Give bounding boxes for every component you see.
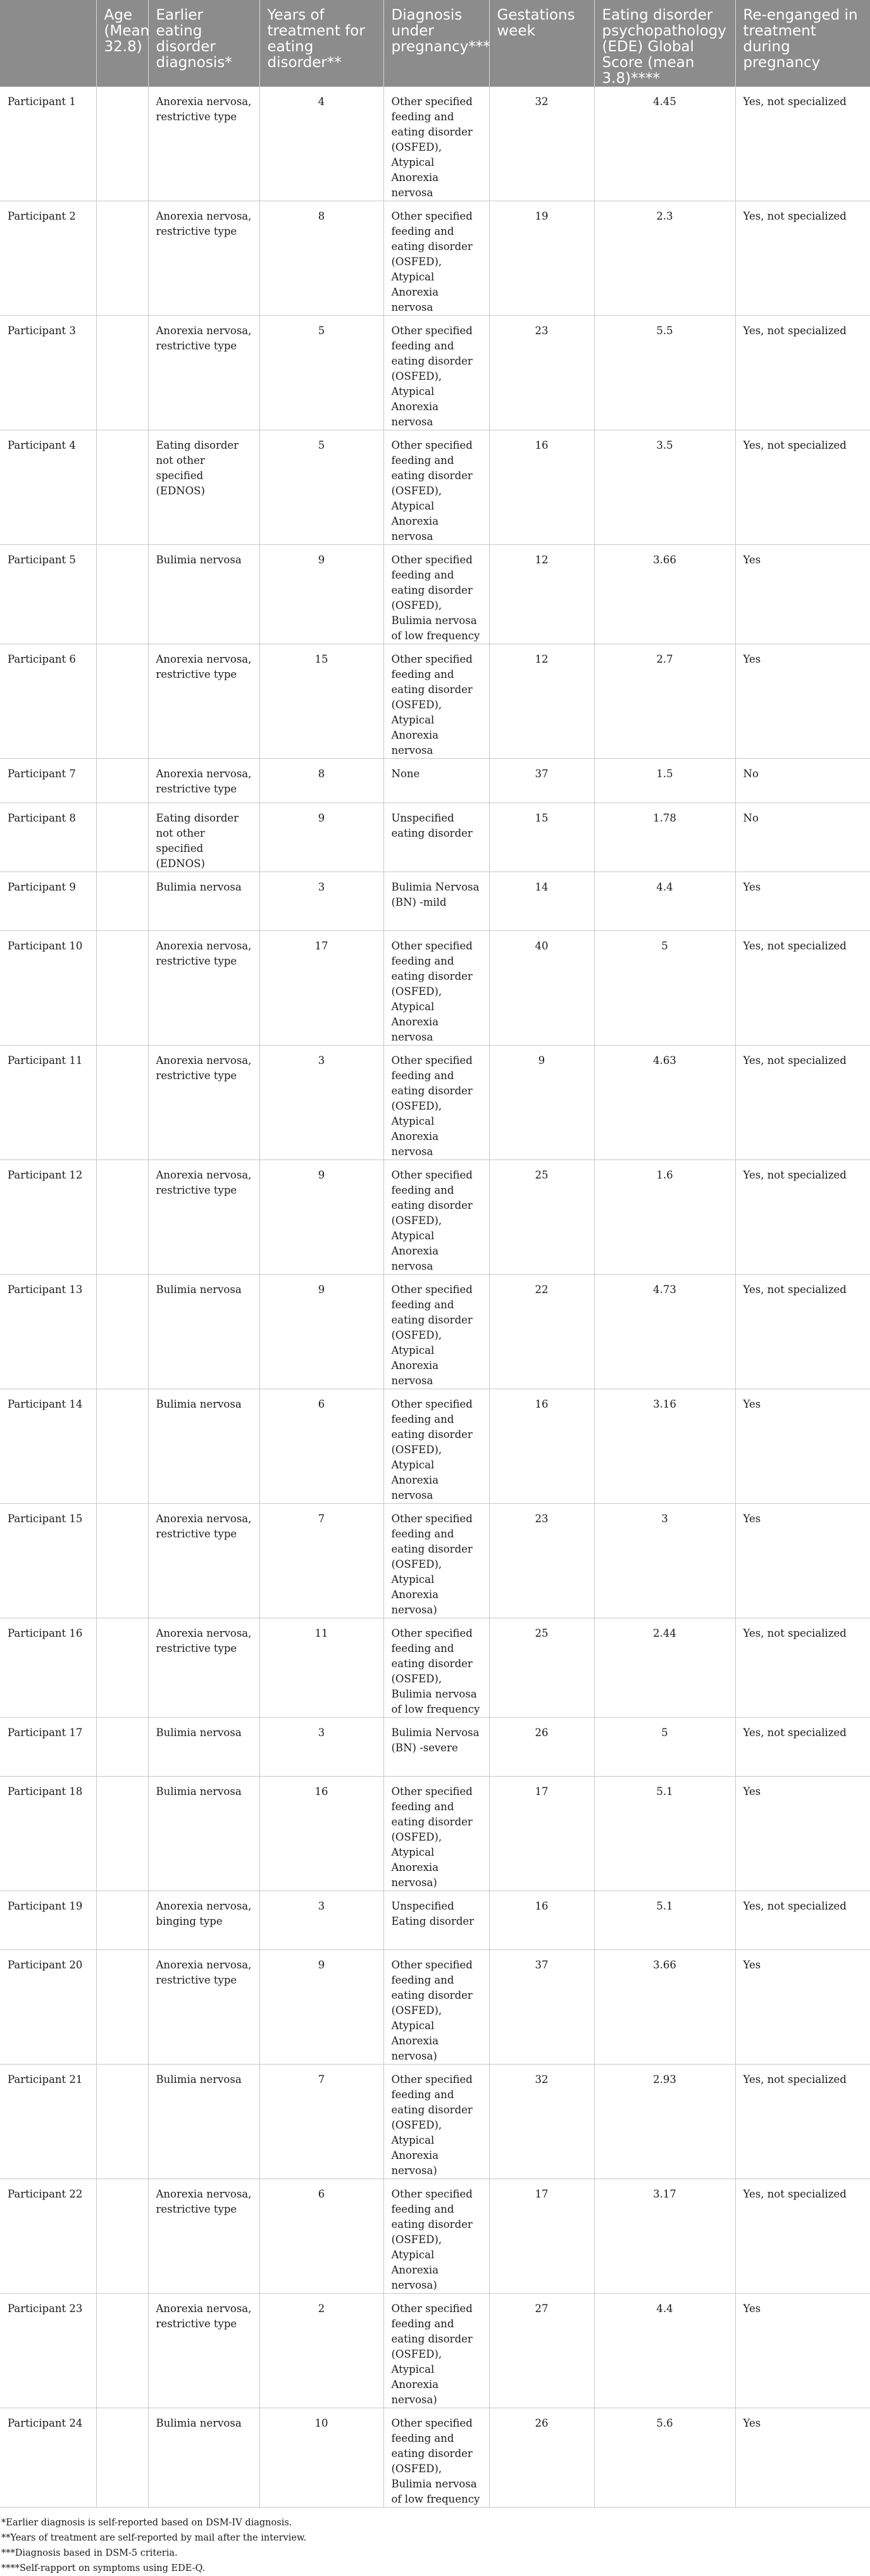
gestation-week-cell: 9 [489, 1046, 594, 1160]
table-row [0, 2408, 870, 2508]
gestation-week-cell: 14 [489, 872, 594, 931]
earlier-diagnosis-cell: Anorexia nervosa, restrictive type [148, 87, 259, 201]
ede-score-cell: 1.78 [594, 803, 735, 872]
reengaged-cell: Yes [735, 1389, 870, 1504]
header-gestation-week: Gestations week [489, 0, 594, 87]
reengaged-cell: Yes, not specialized [735, 1046, 870, 1160]
diagnosis-pregnancy-cell: Other specified feeding and eating disorder (OSFED), Bulimia nervosa of low frequency [383, 2408, 489, 2508]
participant-cell: Participant 16 [0, 1618, 96, 1718]
diagnosis-pregnancy-cell: Other specified feeding and eating disorder (OSFED), Atypical Anorexia nervosa) [383, 1950, 489, 2065]
participant-cell: Participant 13 [0, 1275, 96, 1389]
diagnosis-pregnancy-cell: Other specified feeding and eating disorder (OSFED), Atypical Anorexia nervosa) [383, 1777, 489, 1891]
reengaged-cell: Yes, not specialized [735, 1718, 870, 1777]
age-cell [96, 1718, 148, 1777]
gestation-week-cell: 32 [489, 2065, 594, 2179]
earlier-diagnosis-cell: Bulimia nervosa [148, 2408, 259, 2508]
years-treatment-cell: 8 [259, 759, 383, 803]
ede-score-cell: 5.6 [594, 2408, 735, 2508]
ede-score-cell: 1.5 [594, 759, 735, 803]
reengaged-cell: Yes [735, 2408, 870, 2508]
reengaged-cell: Yes, not specialized [735, 316, 870, 430]
gestation-week-cell: 22 [489, 1275, 594, 1389]
age-cell [96, 759, 148, 803]
earlier-diagnosis-cell: Anorexia nervosa, restrictive type [148, 1046, 259, 1160]
ede-score-cell: 4.4 [594, 872, 735, 931]
table-row [0, 201, 870, 316]
table-row [0, 1618, 870, 1718]
age-cell [96, 872, 148, 931]
gestation-week-cell: 15 [489, 803, 594, 872]
diagnosis-pregnancy-cell: Unspecified Eating disorder [383, 1891, 489, 1950]
age-cell [96, 316, 148, 430]
diagnosis-pregnancy-cell: Bulimia Nervosa (BN) -mild [383, 872, 489, 931]
years-treatment-cell: 10 [259, 2408, 383, 2508]
gestation-week-cell: 17 [489, 1777, 594, 1891]
age-cell [96, 2065, 148, 2179]
diagnosis-pregnancy-cell: Other specified feeding and eating disorder (OSFED), Atypical Anorexia nervosa) [383, 2065, 489, 2179]
participant-cell: Participant 2 [0, 201, 96, 316]
gestation-week-cell: 16 [489, 1389, 594, 1504]
ede-score-cell: 2.3 [594, 201, 735, 316]
age-cell [96, 1891, 148, 1950]
years-treatment-cell: 11 [259, 1618, 383, 1718]
ede-score-cell: 3 [594, 1504, 735, 1618]
ede-score-cell: 3.66 [594, 545, 735, 644]
years-treatment-cell: 9 [259, 545, 383, 644]
gestation-week-cell: 17 [489, 2179, 594, 2294]
earlier-diagnosis-cell: Anorexia nervosa, restrictive type [148, 2294, 259, 2408]
participant-cell: Participant 23 [0, 2294, 96, 2408]
participant-cell: Participant 1 [0, 87, 96, 201]
participant-cell: Participant 17 [0, 1718, 96, 1777]
diagnosis-pregnancy-cell: None [383, 759, 489, 803]
diagnosis-pregnancy-cell: Other specified feeding and eating disorder (OSFED), Atypical Anorexia nervosa [383, 316, 489, 430]
reengaged-cell: Yes, not specialized [735, 2179, 870, 2294]
table-row [0, 2294, 870, 2408]
table-body [0, 87, 870, 2508]
ede-score-cell: 1.6 [594, 1160, 735, 1275]
gestation-week-cell: 40 [489, 931, 594, 1046]
earlier-diagnosis-cell: Eating disorder not other specified (EDNOS) [148, 803, 259, 872]
earlier-diagnosis-cell: Anorexia nervosa, restrictive type [148, 316, 259, 430]
footnote-1: *Earlier diagnosis is self-reported based on DSM-IV diagnosis. [1, 2518, 292, 2528]
participant-cell: Participant 24 [0, 2408, 96, 2508]
gestation-week-cell: 37 [489, 1950, 594, 2065]
years-treatment-cell: 9 [259, 1160, 383, 1275]
diagnosis-pregnancy-cell: Other specified feeding and eating disorder (OSFED), Atypical Anorexia nervosa [383, 201, 489, 316]
participant-cell: Participant 4 [0, 430, 96, 545]
years-treatment-cell: 4 [259, 87, 383, 201]
participant-cell: Participant 14 [0, 1389, 96, 1504]
table-row [0, 1389, 870, 1504]
age-cell [96, 87, 148, 201]
table-row [0, 759, 870, 803]
reengaged-cell: Yes, not specialized [735, 931, 870, 1046]
ede-score-cell: 3.66 [594, 1950, 735, 2065]
age-cell [96, 2179, 148, 2294]
years-treatment-cell: 15 [259, 644, 383, 759]
participant-cell: Participant 9 [0, 872, 96, 931]
earlier-diagnosis-cell: Bulimia nervosa [148, 545, 259, 644]
years-treatment-cell: 7 [259, 2065, 383, 2179]
reengaged-cell: Yes [735, 545, 870, 644]
diagnosis-pregnancy-cell: Bulimia Nervosa (BN) -severe [383, 1718, 489, 1777]
reengaged-cell: Yes [735, 1950, 870, 2065]
diagnosis-pregnancy-cell: Other specified feeding and eating disorder (OSFED), Atypical Anorexia nervosa [383, 1389, 489, 1504]
earlier-diagnosis-cell: Bulimia nervosa [148, 1275, 259, 1389]
table-row [0, 1275, 870, 1389]
participant-cell: Participant 22 [0, 2179, 96, 2294]
gestation-week-cell: 12 [489, 545, 594, 644]
age-cell [96, 644, 148, 759]
years-treatment-cell: 5 [259, 430, 383, 545]
reengaged-cell: Yes [735, 1777, 870, 1891]
participant-cell: Participant 5 [0, 545, 96, 644]
gestation-week-cell: 27 [489, 2294, 594, 2408]
gestation-week-cell: 23 [489, 1504, 594, 1618]
earlier-diagnosis-cell: Eating disorder not other specified (EDNOS) [148, 430, 259, 545]
ede-score-cell: 3.5 [594, 430, 735, 545]
table-row [0, 87, 870, 201]
diagnosis-pregnancy-cell: Unspecified eating disorder [383, 803, 489, 872]
diagnosis-pregnancy-cell: Other specified feeding and eating disorder (OSFED), Atypical Anorexia nervosa [383, 1160, 489, 1275]
participant-cell: Participant 3 [0, 316, 96, 430]
earlier-diagnosis-cell: Bulimia nervosa [148, 1718, 259, 1777]
diagnosis-pregnancy-cell: Other specified feeding and eating disorder (OSFED), Atypical Anorexia nervosa [383, 644, 489, 759]
years-treatment-cell: 6 [259, 1389, 383, 1504]
gestation-week-cell: 26 [489, 1718, 594, 1777]
ede-score-cell: 5 [594, 1718, 735, 1777]
years-treatment-cell: 3 [259, 1718, 383, 1777]
earlier-diagnosis-cell: Bulimia nervosa [148, 872, 259, 931]
age-cell [96, 201, 148, 316]
reengaged-cell: Yes, not specialized [735, 201, 870, 316]
reengaged-cell: Yes [735, 872, 870, 931]
reengaged-cell: Yes, not specialized [735, 1160, 870, 1275]
years-treatment-cell: 5 [259, 316, 383, 430]
earlier-diagnosis-cell: Anorexia nervosa, restrictive type [148, 1618, 259, 1718]
earlier-diagnosis-cell: Anorexia nervosa, restrictive type [148, 1160, 259, 1275]
participant-cell: Participant 21 [0, 2065, 96, 2179]
ede-score-cell: 4.73 [594, 1275, 735, 1389]
diagnosis-pregnancy-cell: Other specified feeding and eating disorder (OSFED), Atypical Anorexia nervosa [383, 430, 489, 545]
footnote-2: **Years of treatment are self-reported by mail after the interview. [1, 2533, 307, 2543]
table-row [0, 2065, 870, 2179]
earlier-diagnosis-cell: Anorexia nervosa, restrictive type [148, 2179, 259, 2294]
participant-cell: Participant 18 [0, 1777, 96, 1891]
gestation-week-cell: 12 [489, 644, 594, 759]
years-treatment-cell: 9 [259, 1275, 383, 1389]
ede-score-cell: 5 [594, 931, 735, 1046]
reengaged-cell: No [735, 759, 870, 803]
years-treatment-cell: 17 [259, 931, 383, 1046]
earlier-diagnosis-cell: Bulimia nervosa [148, 2065, 259, 2179]
age-cell [96, 430, 148, 545]
participant-cell: Participant 11 [0, 1046, 96, 1160]
age-cell [96, 1618, 148, 1718]
age-cell [96, 931, 148, 1046]
header-earlier-diagnosis: Earlier eating disorder diagnosis* [148, 0, 259, 87]
diagnosis-pregnancy-cell: Other specified feeding and eating disorder (OSFED), Atypical Anorexia nervosa [383, 1275, 489, 1389]
header-reengaged: Re-enganged in treatment during pregnancy [735, 0, 870, 87]
diagnosis-pregnancy-cell: Other specified feeding and eating disorder (OSFED), Atypical Anorexia nervosa) [383, 2179, 489, 2294]
years-treatment-cell: 3 [259, 1046, 383, 1160]
earlier-diagnosis-cell: Bulimia nervosa [148, 1777, 259, 1891]
table-row [0, 1891, 870, 1950]
table-row [0, 931, 870, 1046]
table-row [0, 1046, 870, 1160]
reengaged-cell: Yes, not specialized [735, 430, 870, 545]
ede-score-cell: 5.1 [594, 1891, 735, 1950]
age-cell [96, 1275, 148, 1389]
age-cell [96, 1777, 148, 1891]
gestation-week-cell: 16 [489, 430, 594, 545]
participant-cell: Participant 15 [0, 1504, 96, 1618]
table-row [0, 1950, 870, 2065]
ede-score-cell: 3.16 [594, 1389, 735, 1504]
diagnosis-pregnancy-cell: Other specified feeding and eating disorder (OSFED), Atypical Anorexia nervosa [383, 87, 489, 201]
reengaged-cell: Yes, not specialized [735, 2065, 870, 2179]
ede-score-cell: 4.63 [594, 1046, 735, 1160]
table-row [0, 316, 870, 430]
table-row [0, 872, 870, 931]
years-treatment-cell: 16 [259, 1777, 383, 1891]
reengaged-cell: Yes, not specialized [735, 87, 870, 201]
earlier-diagnosis-cell: Bulimia nervosa [148, 1389, 259, 1504]
table-row [0, 430, 870, 545]
diagnosis-pregnancy-cell: Other specified feeding and eating disorder (OSFED), Bulimia nervosa of low frequency [383, 545, 489, 644]
participant-cell: Participant 7 [0, 759, 96, 803]
gestation-week-cell: 23 [489, 316, 594, 430]
reengaged-cell: Yes, not specialized [735, 1275, 870, 1389]
ede-score-cell: 2.7 [594, 644, 735, 759]
table-row [0, 1777, 870, 1891]
gestation-week-cell: 16 [489, 1891, 594, 1950]
age-cell [96, 545, 148, 644]
gestation-week-cell: 37 [489, 759, 594, 803]
diagnosis-pregnancy-cell: Other specified feeding and eating disorder (OSFED), Bulimia nervosa of low frequency [383, 1618, 489, 1718]
participant-cell: Participant 20 [0, 1950, 96, 2065]
age-cell [96, 2408, 148, 2508]
participant-cell: Participant 6 [0, 644, 96, 759]
ede-score-cell: 5.5 [594, 316, 735, 430]
ede-score-cell: 2.93 [594, 2065, 735, 2179]
age-cell [96, 2294, 148, 2408]
age-cell [96, 803, 148, 872]
years-treatment-cell: 2 [259, 2294, 383, 2408]
header-age: Age (Mean 32.8) [96, 0, 148, 87]
reengaged-cell: No [735, 803, 870, 872]
years-treatment-cell: 9 [259, 803, 383, 872]
reengaged-cell: Yes, not specialized [735, 1618, 870, 1718]
earlier-diagnosis-cell: Anorexia nervosa, restrictive type [148, 1504, 259, 1618]
age-cell [96, 1950, 148, 2065]
earlier-diagnosis-cell: Anorexia nervosa, restrictive type [148, 931, 259, 1046]
ede-score-cell: 3.17 [594, 2179, 735, 2294]
years-treatment-cell: 3 [259, 1891, 383, 1950]
header-participant [0, 0, 96, 87]
age-cell [96, 1389, 148, 1504]
table-row [0, 1504, 870, 1618]
ede-score-cell: 4.45 [594, 87, 735, 201]
table-row [0, 545, 870, 644]
reengaged-cell: Yes, not specialized [735, 1891, 870, 1950]
participant-cell: Participant 10 [0, 931, 96, 1046]
earlier-diagnosis-cell: Anorexia nervosa, restrictive type [148, 759, 259, 803]
header-diagnosis-pregnancy: Diagnosis under pregnancy*** [383, 0, 489, 87]
earlier-diagnosis-cell: Anorexia nervosa, restrictive type [148, 644, 259, 759]
table-row [0, 644, 870, 759]
participant-cell: Participant 12 [0, 1160, 96, 1275]
years-treatment-cell: 7 [259, 1504, 383, 1618]
gestation-week-cell: 25 [489, 1160, 594, 1275]
diagnosis-pregnancy-cell: Other specified feeding and eating disorder (OSFED), Atypical Anorexia nervosa [383, 1046, 489, 1160]
table-row [0, 2179, 870, 2294]
reengaged-cell: Yes [735, 2294, 870, 2408]
years-treatment-cell: 6 [259, 2179, 383, 2294]
earlier-diagnosis-cell: Anorexia nervosa, restrictive type [148, 1950, 259, 2065]
ede-score-cell: 4.4 [594, 2294, 735, 2408]
footnote-4: ****Self-rapport on symptoms using EDE-Q. [1, 2563, 206, 2573]
diagnosis-pregnancy-cell: Other specified feeding and eating disorder (OSFED), Atypical Anorexia nervosa [383, 931, 489, 1046]
gestation-week-cell: 32 [489, 87, 594, 201]
diagnosis-pregnancy-cell: Other specified feeding and eating disorder (OSFED), Atypical Anorexia nervosa) [383, 2294, 489, 2408]
years-treatment-cell: 3 [259, 872, 383, 931]
age-cell [96, 1160, 148, 1275]
participant-cell: Participant 8 [0, 803, 96, 872]
ede-score-cell: 2.44 [594, 1618, 735, 1718]
table-row [0, 1160, 870, 1275]
earlier-diagnosis-cell: Anorexia nervosa, binging type [148, 1891, 259, 1950]
diagnosis-pregnancy-cell: Other specified feeding and eating disorder (OSFED), Atypical Anorexia nervosa) [383, 1504, 489, 1618]
footnote-3: ***Diagnosis based in DSM-5 criteria. [1, 2548, 178, 2558]
earlier-diagnosis-cell: Anorexia nervosa, restrictive type [148, 201, 259, 316]
reengaged-cell: Yes [735, 1504, 870, 1618]
years-treatment-cell: 9 [259, 1950, 383, 2065]
header-years-treatment: Years of treatment for eating disorder** [259, 0, 383, 87]
gestation-week-cell: 25 [489, 1618, 594, 1718]
participant-cell: Participant 19 [0, 1891, 96, 1950]
gestation-week-cell: 26 [489, 2408, 594, 2508]
header-row [0, 0, 870, 87]
age-cell [96, 1046, 148, 1160]
header-ede-score: Eating disorder psychopathology (EDE) Global Score (mean 3.8)**** [594, 0, 735, 87]
gestation-week-cell: 19 [489, 201, 594, 316]
reengaged-cell: Yes [735, 644, 870, 759]
table-row [0, 803, 870, 872]
age-cell [96, 1504, 148, 1618]
footnotes [0, 2508, 870, 2576]
ede-score-cell: 5.1 [594, 1777, 735, 1891]
years-treatment-cell: 8 [259, 201, 383, 316]
table-row [0, 1718, 870, 1777]
